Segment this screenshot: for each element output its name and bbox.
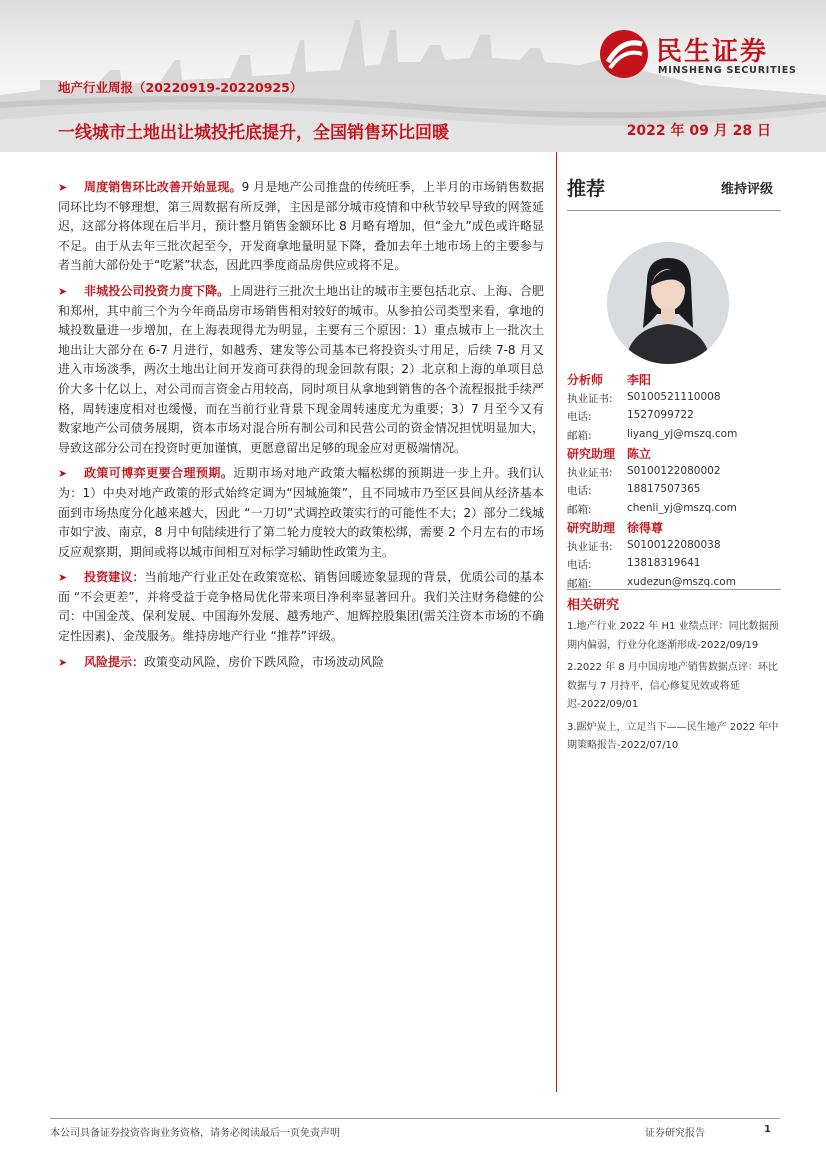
section-risk — [58, 653, 544, 673]
analyst-cert-row — [567, 537, 781, 556]
section-investment — [58, 282, 544, 458]
cert-number: S0100521110008 — [627, 390, 721, 403]
analyst-name-row — [567, 518, 781, 537]
analyst-photo — [607, 242, 729, 364]
cert-number: S0100122080002 — [627, 464, 721, 477]
arrow-bullet-icon: ➤ — [58, 655, 68, 669]
arrow-bullet-icon: ➤ — [58, 467, 68, 481]
related-research — [567, 594, 781, 760]
section-lead: 周度销售环比改善开始显现。 — [84, 180, 242, 194]
analyst-phone-row — [567, 555, 781, 574]
rating-row — [567, 174, 773, 204]
report-date: 2022 年 09 月 28 日 — [626, 123, 771, 139]
phone-label: 电话: — [567, 485, 592, 497]
analyst-name-row — [567, 444, 781, 463]
email-address[interactable]: xudezun@mszq.com — [627, 575, 736, 588]
phone-label: 电话: — [567, 411, 592, 423]
phone-number: 13818319641 — [627, 557, 701, 569]
analyst-name: 李阳 — [627, 373, 652, 387]
phone-number: 1527099722 — [627, 409, 694, 421]
arrow-bullet-icon: ➤ — [58, 571, 68, 585]
section-body: 上周进行三批次土地出让的城市主要包括北京、上海、合肥和郑州，其中前三个为今年商品房市场销售相对较好的城市。从参拍公司类型来看，拿地的城投数量进一步增加，在上海表现得尤为明显，主要有三个原因：1）重点城市上一批次土地出让大部分在 6-7 月进行，如越秀、建发等公司基本已将投资头寸用足，后续 7-8 月又进入市场淡季，两次土地出让间开发商可获得的现金回款有限；2）北京和上海的单项目总价大多十亿以上，对公司而言资金占用较高，同时项目从拿地到销售的各个流程报批手续严格，周转速度相对也缓慢，而在当前行业背景下现金周转速度尤为重要；3）7 月至今又有数家地产公司债务展期，资本市场对混合所有制公司和民营公司的资金情况担忧明显加大，导致这部分公司在投资时更加谨慎，更愿意留出足够的现金应对更极端情况。 — [58, 283, 544, 455]
arrow-bullet-icon: ➤ — [58, 181, 68, 194]
analyst-list — [567, 370, 781, 592]
footer-divider — [50, 1118, 780, 1119]
cert-label: 执业证书: — [567, 540, 613, 553]
section-policy — [58, 464, 544, 562]
phone-number: 18817507365 — [627, 483, 701, 495]
footer-disclaimer: 本公司具备证券投资咨询业务资格，请务必阅读最后一页免责声明 — [50, 1128, 340, 1139]
analyst-name: 陈立 — [627, 447, 652, 461]
analyst-portrait-image — [607, 242, 729, 364]
minsheng-logo — [598, 28, 808, 84]
section-body: 9 月是地产公司推盘的传统旺季，上半月的市场销售数据同环比均不够理想，第三周数据有所反弹，主因是部分城市疫情和中秋节较早导致的网签延迟，这部分将体现在后半月，预计整月销售金额环比 8 月略有增加，但“金九”成色或许略显不足。由于从去年三批次起至今，开发商拿地量明显下降，叠加去年土地市场上的主要参与者当前大部份处于“吃紧”状态，因此四季度商品房供应或将不足。 — [58, 180, 544, 273]
section-weekly-sales — [58, 178, 544, 276]
rating-divider — [567, 210, 781, 211]
section-body: 近期市场对地产政策大幅松绑的预期进一步上升。我们认为：1）中央对地产政策的形式始终定调为“因城施策”，且不同城市乃至区县间从经济基本面到市场热度分化越来越大，因此 “一刀切”式调控政策实行的可能性不大；2）部分二线城市如宁波、南京，8 月中旬陆续进行了第二轮力度较大的政策松绑，需要 2 个月左右的市场反应观察期，期间或将以城市间相互对标学习辅助性政策为主。 — [58, 466, 544, 559]
analyst-cert-row — [567, 389, 781, 408]
section-body: 政策变动风险，房价下跌风险，市场波动风险 — [144, 654, 385, 669]
minsheng-emblem-icon — [598, 28, 650, 80]
analyst-role: 分析师 — [567, 373, 604, 387]
related-item[interactable]: 1.地产行业 2022 年 H1 业绩点评：同比数据预期内偏弱，行业分化逐渐形成-2022/09/19 — [567, 621, 779, 651]
logo-chinese-text: 民生证券 — [656, 37, 769, 67]
section-body: 当前地产行业正处在政策宽松、销售回暖迹象显现的背景，优质公司的基本面 “不会更差”，并将受益于竞争格局优化带来项目净利率显著回升。我们关注财务稳健的公司：中国金茂、保利发展、中国海外发展、越秀地产、旭辉控股集团(需关注资本市场的不确定性因素)、金茂服务。维持房地产行业 “推荐”评级。 — [58, 570, 544, 644]
cert-label: 执业证书: — [567, 392, 613, 405]
rating-label: 推荐 — [567, 178, 606, 200]
analyst-role: 研究助理 — [567, 447, 616, 461]
section-lead: 政策可博弈更要合理预期。 — [84, 466, 234, 481]
report-title: 一线城市土地出让城投托底提升，全国销售环比回暖 — [58, 123, 449, 143]
phone-label: 电话: — [567, 559, 592, 571]
analyst-phone-row — [567, 481, 781, 500]
related-item[interactable]: 2.2022 年 8 月中国房地产销售数据点评：环比数据与 7 月持平，信心修复见效或将延迟-2022/09/01 — [567, 662, 778, 710]
email-label: 邮箱: — [567, 503, 592, 516]
arrow-bullet-icon: ➤ — [58, 284, 68, 298]
analyst-cert-row — [567, 463, 781, 482]
analyst-role: 研究助理 — [567, 521, 616, 535]
analyst-phone-row — [567, 407, 781, 426]
logo-english-text: MINSHENG SECURITIES — [658, 65, 797, 76]
email-label: 邮箱: — [567, 429, 592, 442]
analyst-name-row — [567, 370, 781, 389]
cert-label: 执业证书: — [567, 466, 613, 479]
analyst-name: 徐得尊 — [627, 521, 664, 535]
related-item[interactable]: 3.踞炉炭上，立足当下——民生地产 2022 年中期策略报告-2022/07/10 — [567, 721, 779, 751]
report-type: 地产行业周报（20220919-20220925） — [58, 80, 303, 95]
related-title: 相关研究 — [567, 598, 620, 613]
page-number: 1 — [764, 1124, 771, 1135]
section-lead: 投资建议： — [84, 570, 145, 585]
rating-maintain: 维持评级 — [720, 182, 773, 197]
header-banner — [0, 0, 826, 152]
related-divider — [567, 589, 781, 590]
footer-doc-type: 证券研究报告 — [645, 1128, 705, 1139]
email-address[interactable]: chenli_yj@mszq.com — [627, 501, 737, 514]
email-address[interactable]: liyang_yj@mszq.com — [627, 427, 738, 440]
section-advice — [58, 568, 544, 646]
email-label: 邮箱: — [567, 577, 592, 590]
main-content — [58, 178, 544, 678]
analyst-email-row — [567, 426, 781, 445]
section-lead: 非城投公司投资力度下降。 — [84, 283, 230, 298]
column-divider — [556, 152, 557, 1092]
cert-number: S0100122080038 — [627, 538, 721, 551]
analyst-email-row — [567, 500, 781, 519]
section-lead: 风险提示： — [84, 654, 145, 669]
